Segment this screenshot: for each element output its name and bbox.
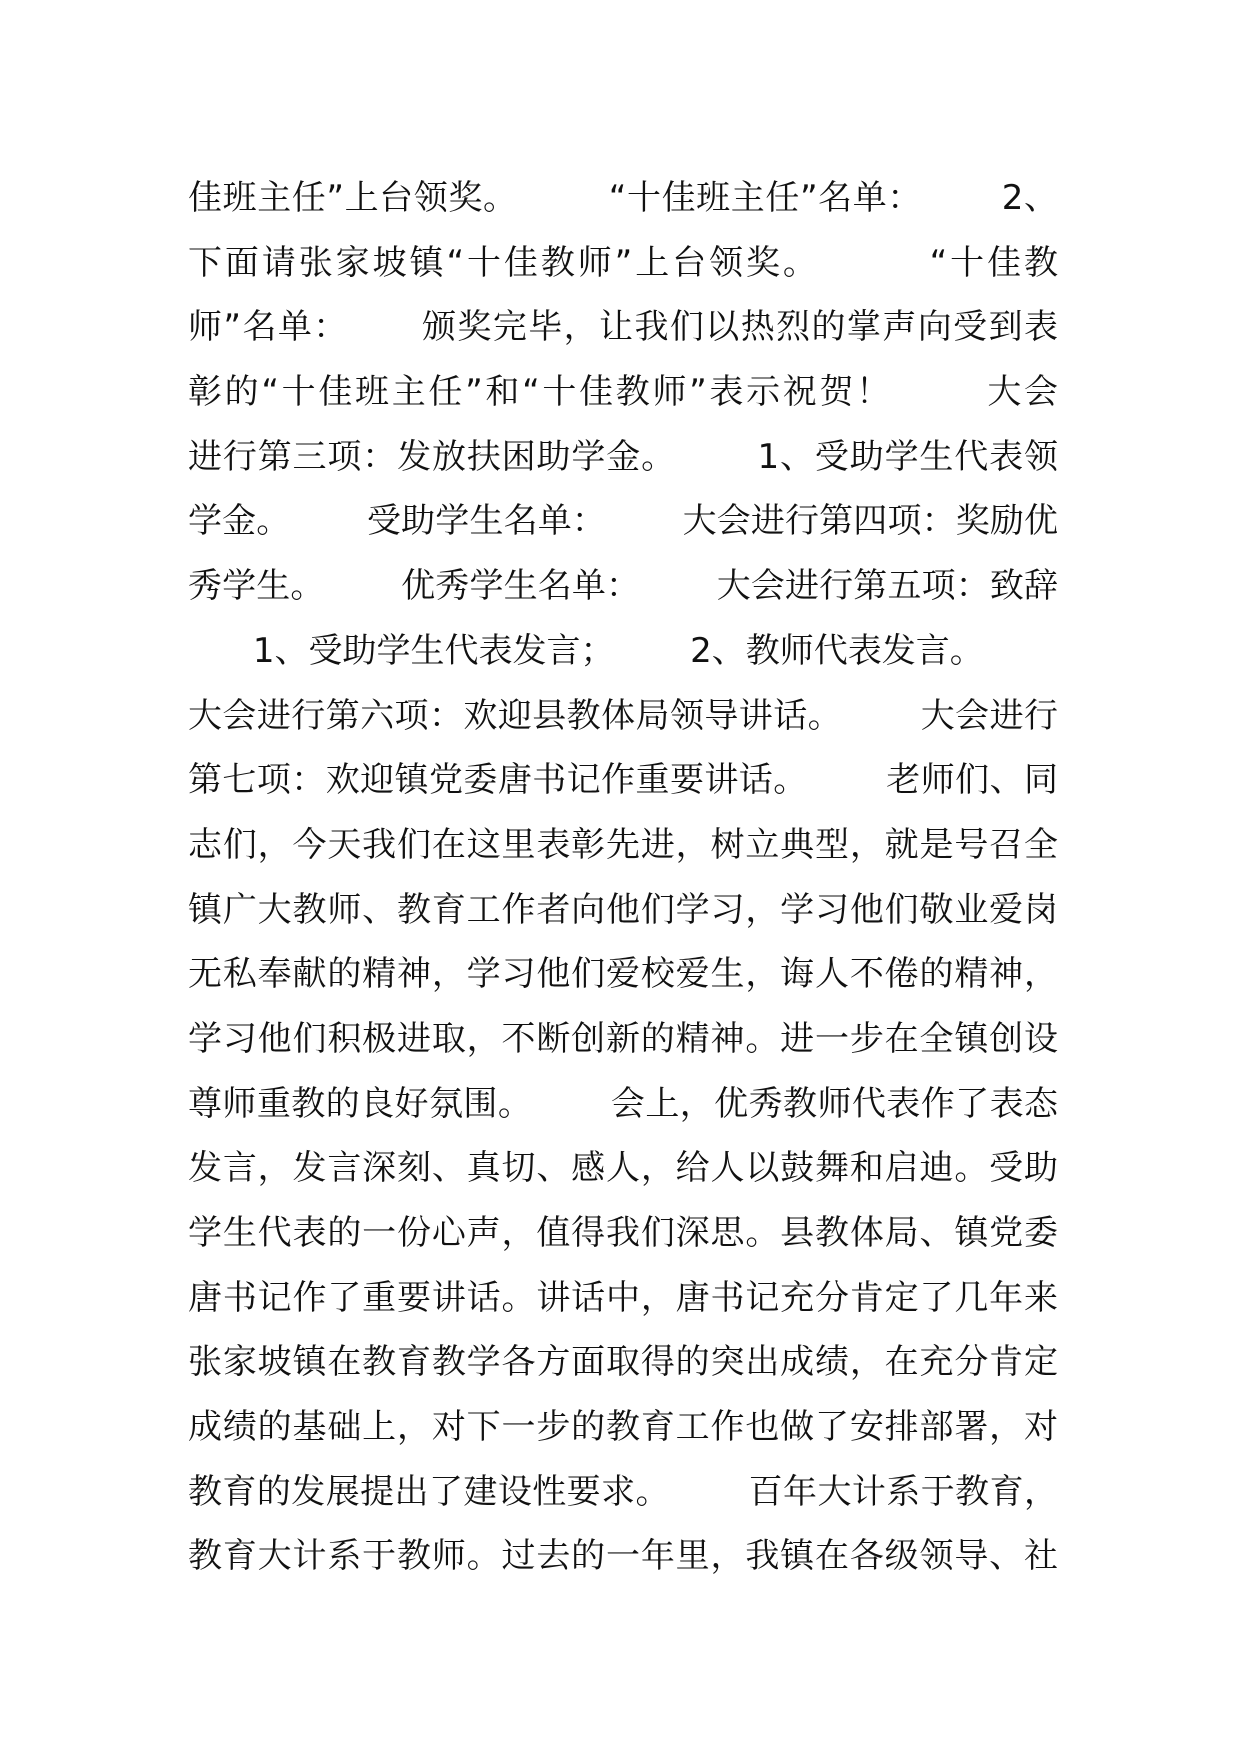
text-line: 师”名单： 颁奖完毕，让我们以热烈的掌声向受到表	[188, 307, 1058, 348]
text-line: 成绩的基础上，对下一步的教育工作也做了安排部署，对	[188, 1407, 1058, 1448]
text-line: 1、受助学生代表发言； 2、教师代表发言。	[188, 630, 984, 671]
text-line: 学生代表的一份心声，值得我们深思。县教体局、镇党委	[188, 1213, 1058, 1253]
text-line: 教育大计系于教师。过去的一年里，我镇在各级领导、社	[188, 1536, 1058, 1577]
text-line: 学金。 受助学生名单： 大会进行第四项：奖励优	[188, 501, 1058, 542]
document-body	[188, 166, 1058, 1589]
text-line: 秀学生。 优秀学生名单： 大会进行第五项：致辞	[188, 566, 1058, 607]
text-line: 下面请张家坡镇“十佳教师”上台领奖。 “十佳教	[188, 242, 1058, 283]
text-line: 无私奉献的精神，学习他们爱校爱生，诲人不倦的精神，	[188, 954, 1058, 995]
text-line: 佳班主任”上台领奖。 “十佳班主任”名单： 2、	[188, 178, 1058, 218]
text-line: 尊师重教的良好氛围。 会上，优秀教师代表作了表态	[188, 1083, 1058, 1124]
text-line: 镇广大教师、教育工作者向他们学习，学习他们敬业爱岗	[188, 889, 1058, 930]
text-line: 唐书记作了重要讲话。讲话中，唐书记充分肯定了几年来	[188, 1277, 1058, 1318]
text-line: 大会进行第六项：欢迎县教体局领导讲话。 大会进行	[188, 695, 1058, 736]
text-line: 彰的“十佳班主任”和“十佳教师”表示祝贺！ 大会	[188, 372, 1058, 413]
text-line: 教育的发展提出了建设性要求。 百年大计系于教育，	[188, 1471, 1058, 1512]
text-line: 张家坡镇在教育教学各方面取得的突出成绩，在充分肯定	[188, 1342, 1058, 1383]
text-line: 志们，今天我们在这里表彰先进，树立典型，就是号召全	[188, 824, 1058, 865]
text-line: 进行第三项：发放扶困助学金。 1、受助学生代表领	[188, 436, 1058, 477]
text-line: 发言，发言深刻、真切、感人，给人以鼓舞和启迪。受助	[188, 1148, 1058, 1189]
text-line: 学习他们积极进取，不断创新的精神。进一步在全镇创设	[188, 1018, 1058, 1059]
text-line: 第七项：欢迎镇党委唐书记作重要讲话。 老师们、同	[188, 760, 1058, 801]
